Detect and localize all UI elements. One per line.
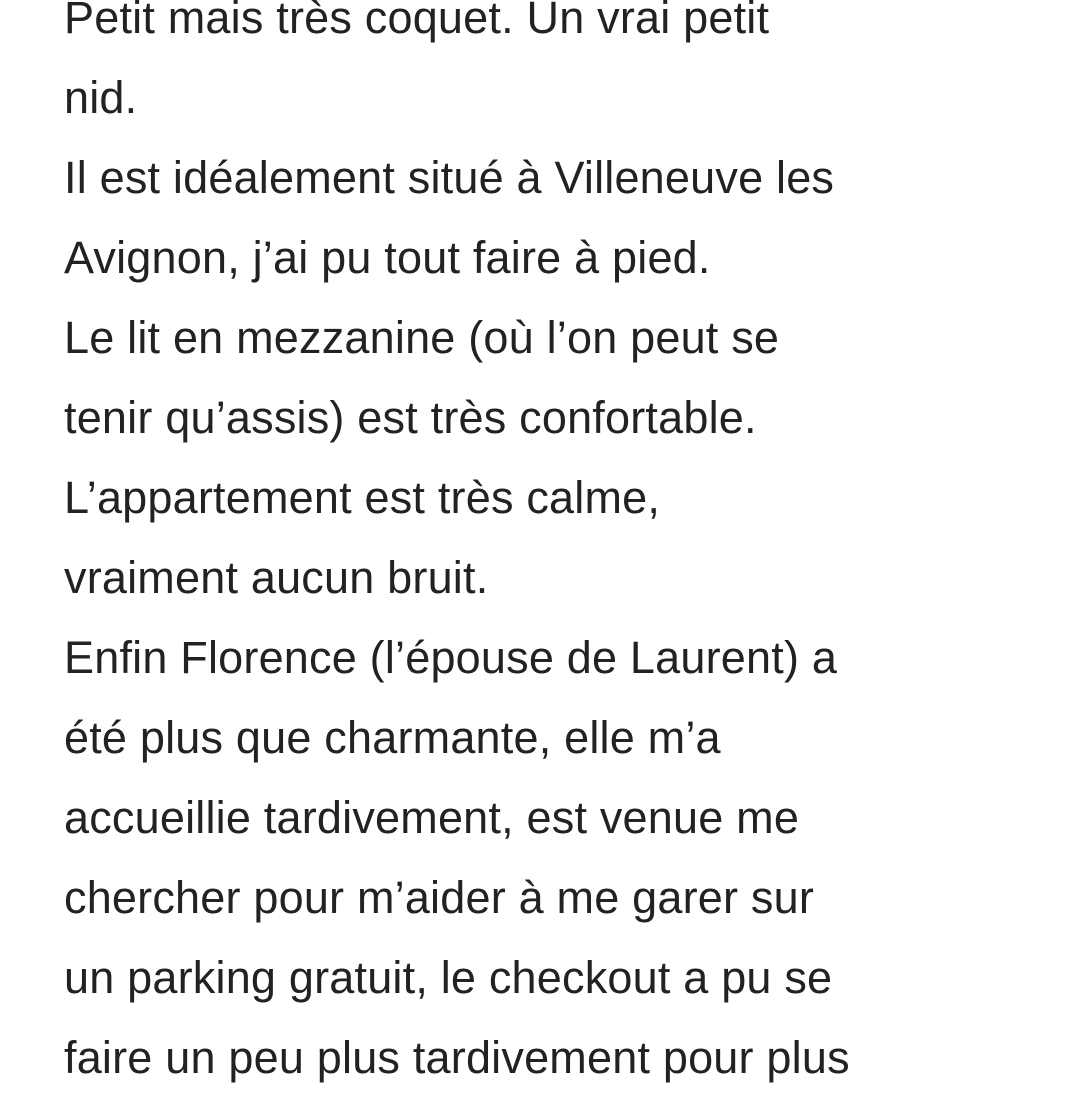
review-line: Enfin Florence (l’épouse de Laurent) a	[64, 632, 838, 683]
review-line: Il est idéalement situé à Villeneuve les	[64, 152, 835, 203]
review-line: vraiment aucun bruit.	[64, 552, 489, 603]
review-line: un parking gratuit, le checkout a pu se	[64, 952, 833, 1003]
review-line: tenir qu’assis) est très confortable.	[64, 392, 757, 443]
review-text	[64, 0, 1054, 1098]
review-line: Le lit en mezzanine (où l’on peut se	[64, 312, 780, 363]
review-line: nid.	[64, 72, 138, 123]
review-line: Petit mais très coquet. Un vrai petit	[64, 0, 770, 43]
review-line: Avignon, j’ai pu tout faire à pied.	[64, 232, 711, 283]
review-line: chercher pour m’aider à me garer sur	[64, 872, 815, 923]
review-line: accueillie tardivement, est venue me	[64, 792, 800, 843]
review-line: été plus que charmante, elle m’a	[64, 712, 721, 763]
review-line: faire un peu plus tardivement pour plus	[64, 1032, 850, 1083]
review-line: L’appartement est très calme,	[64, 472, 661, 523]
